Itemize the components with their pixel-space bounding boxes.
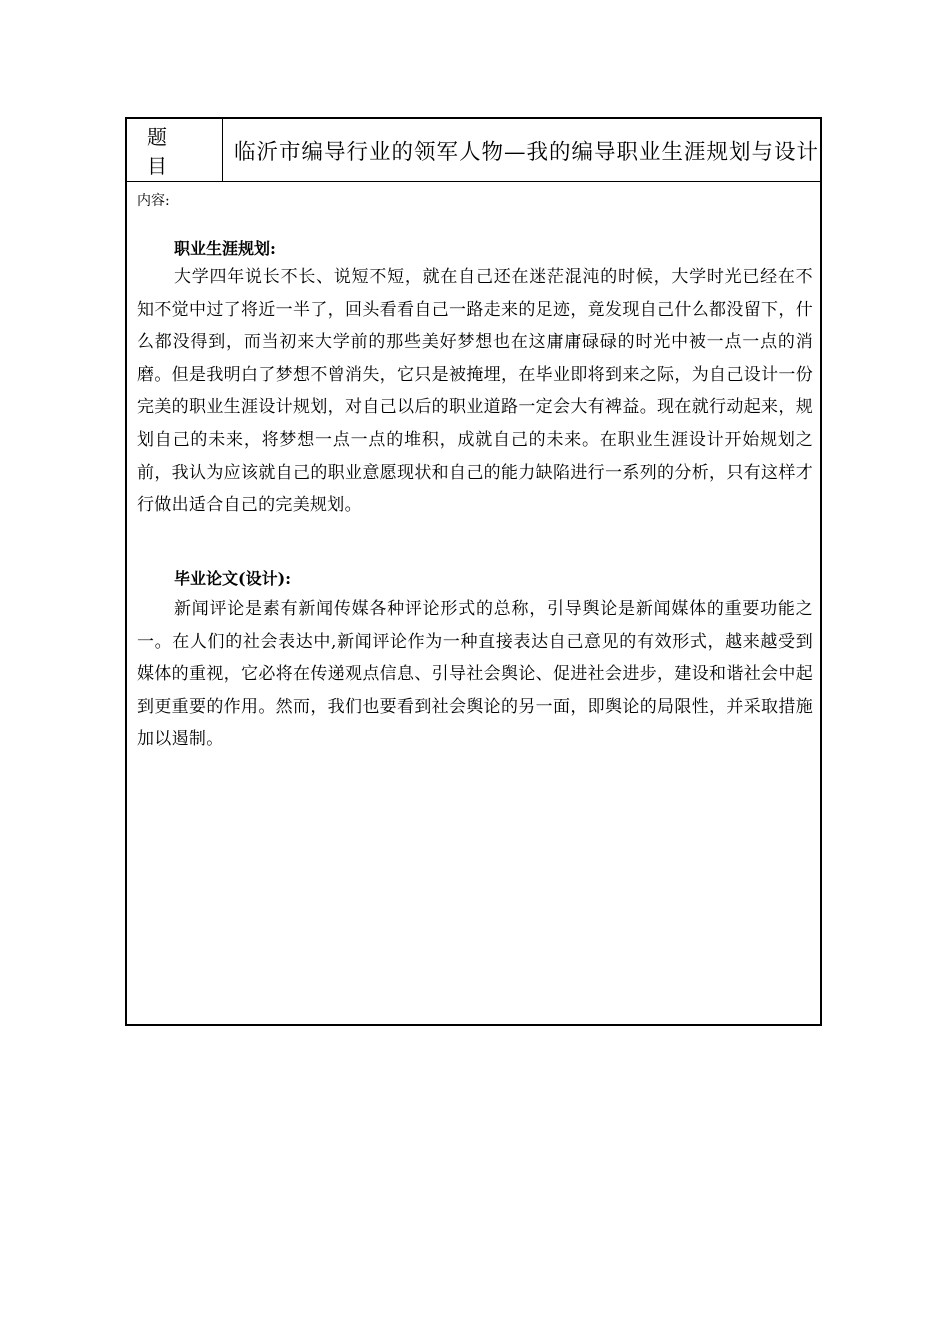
form-table — [125, 117, 822, 1026]
title-value: 临沂市编导行业的领军人物—我的编导职业生涯规划与设计 — [234, 139, 820, 165]
section-heading-thesis: 毕业论文(设计): — [174, 569, 292, 588]
section-heading-career-plan: 职业生涯规划: — [174, 239, 276, 258]
content-area — [127, 181, 820, 1024]
title-row — [127, 119, 820, 182]
content-label: 内容: — [137, 193, 170, 209]
section-body-thesis: 新闻评论是素有新闻传媒各种评论形式的总称，引导舆论是新闻媒体的重要功能之一。在人们的社会表达中,新闻评论作为一种直接表达自己意见的有效形式，越来越受到媒体的重视，它必将在传递观点信息、引导社会舆论、促进社会进步，建设和谐社会中起到更重要的作用。然而，我们也要看到社会舆论的另一面，即舆论的局限性，并采取措施加以遏制。 — [137, 599, 813, 750]
title-label: 题 目 — [127, 119, 223, 181]
section-body-career-plan: 大学四年说长不长、说短不短，就在自己还在迷茫混沌的时候，大学时光已经在不知不觉中过了将近一半了，回头看看自己一路走来的足迹，竟发现自己什么都没留下，什么都没得到，而当初来大学前的那些美好梦想也在这庸庸碌碌的时光中被一点一点的消磨。但是我明白了梦想不曾消失，它只是被掩埋，在毕业即将到来之际，为自己设计一份完美的职业生涯设计规划，对自己以后的职业道路一定会大有裨益。现在就行动起来，规划自己的未来，将梦想一点一点的堆积，成就自己的未来。在职业生涯设计开始规划之前，我认为应该就自己的职业意愿现状和自己的能力缺陷进行一系列的分析，只有这样才行做出适合自己的完美规划。 — [137, 267, 813, 516]
